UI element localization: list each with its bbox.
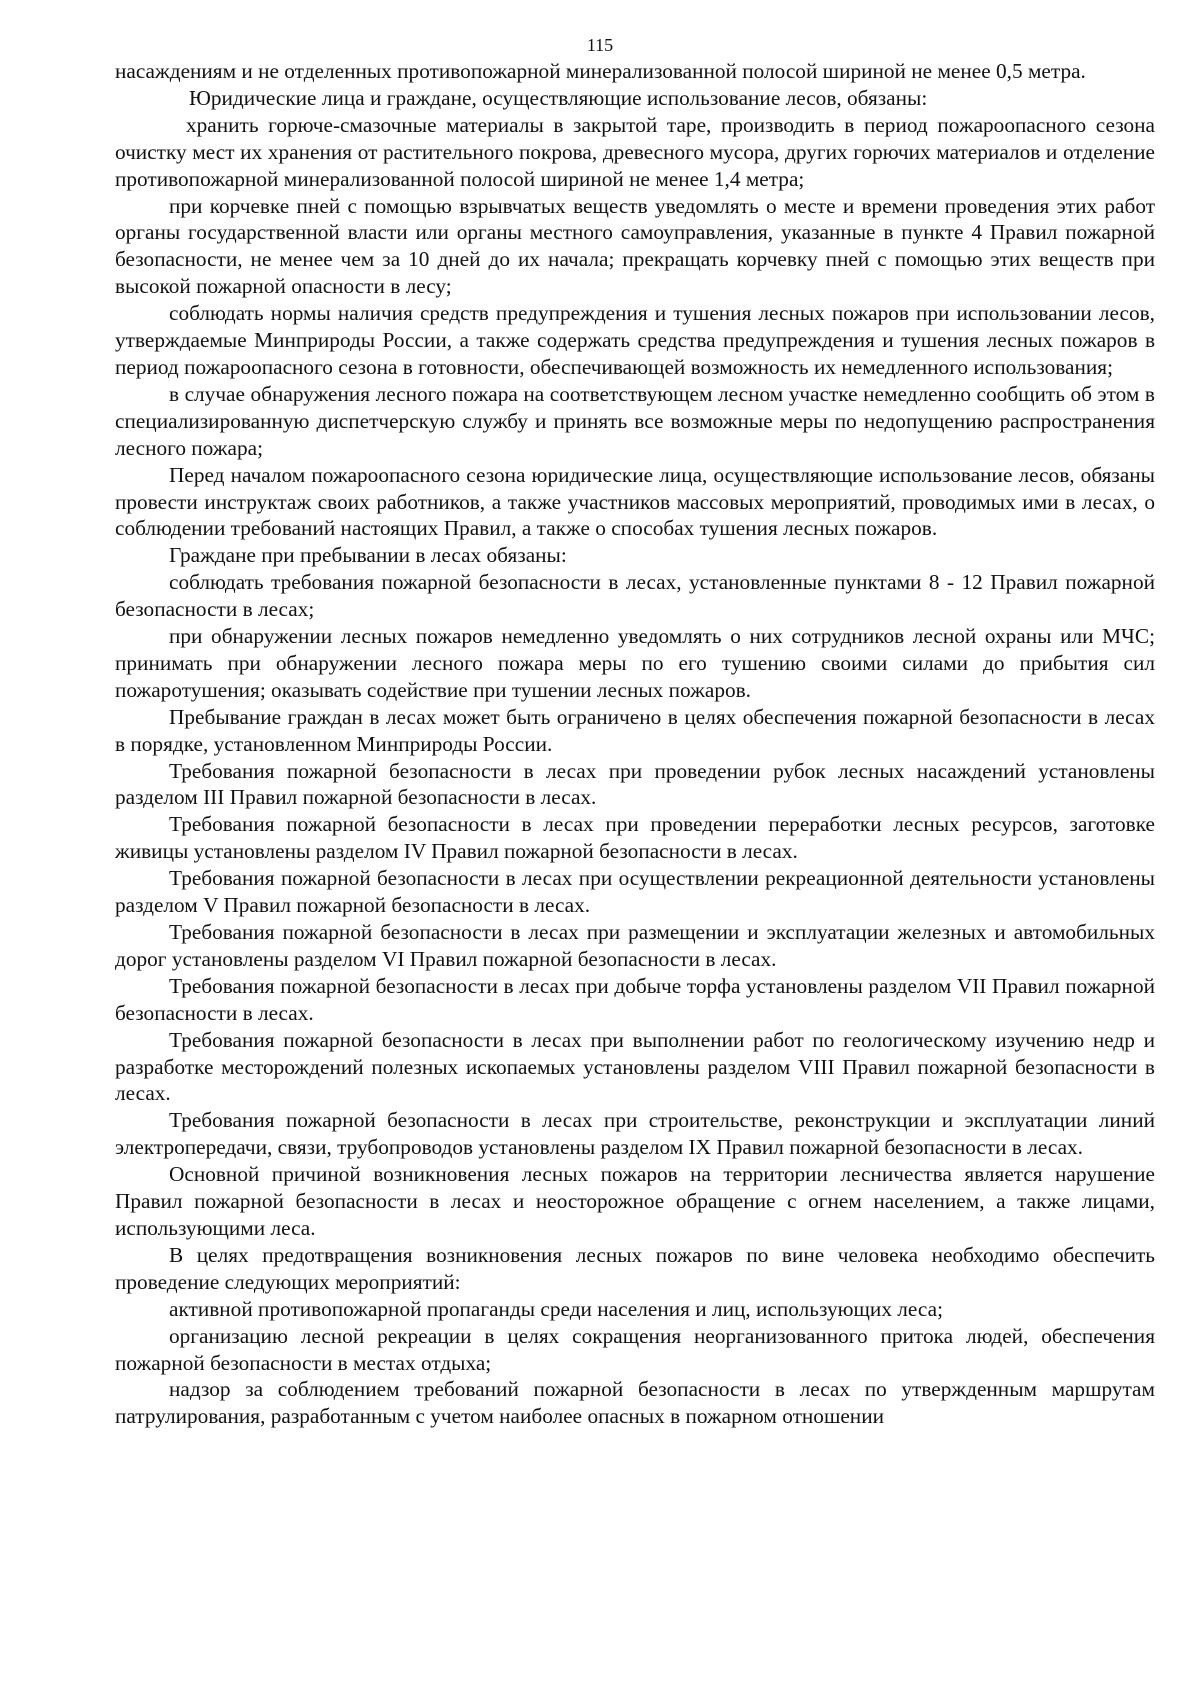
paragraph: Граждане при пребывании в лесах обязаны: xyxy=(169,543,567,568)
paragraph: Требования пожарной безопасности в лесах при строительстве, реконструкции и эксплуатации линий электропередачи, связи, трубопроводов установлены разделом IX Правил пожарной безопасности в лесах. xyxy=(115,1108,1155,1160)
paragraph: Перед началом пожароопасного сезона юридические лица, осуществляющие использование лесов, обязаны провести инструктаж своих работников, а также участников массовых мероприятий, проводимых ими в лесах, о соблюдении требований настоящих Правил, а также о способах тушения лесных пожаров. xyxy=(115,462,1155,541)
paragraph: в случае обнаружения лесного пожара на соответствующем лесном участке немедленно сообщить об этом в специализированную диспетчерскую службу и принять все возможные меры по недопущению распространения лесного пожара; xyxy=(115,381,1155,460)
paragraph: хранить горюче-смазочные материалы в закрытой таре, производить в период пожароопасного сезона очистку мест их хранения от растительного покрова, древесного мусора, других горючих материалов и отделение противопожарной минерализованной полосой шириной не менее 1,4 метра; xyxy=(115,112,1155,191)
paragraph: организацию лесной рекреации в целях сокращения неорганизованного притока людей, обеспечения пожарной безопасности в местах отдыха; xyxy=(115,1323,1155,1375)
paragraph: при корчевке пней с помощью взрывчатых веществ уведомлять о месте и времени проведения этих работ органы государственной власти или органы местного самоуправления, указанные в пункте 4 Правил пожарной безопасности, не менее чем за 10 дней до их начала; прекращать корчевку пней с помощью этих веществ при высокой пожарной опасности в лесу; xyxy=(115,193,1155,299)
paragraph: Требования пожарной безопасности в лесах при выполнении работ по геологическому изучению недр и разработке месторождений полезных ископаемых установлены разделом VIII Правил пожарной безопасности в лесах. xyxy=(115,1027,1155,1106)
paragraph: Юридические лица и граждане, осуществляющие использование лесов, обязаны: xyxy=(189,85,928,110)
page-body xyxy=(115,58,1155,1430)
paragraph: Требования пожарной безопасности в лесах при добыче торфа установлены разделом VII Правил пожарной безопасности в лесах. xyxy=(115,973,1155,1025)
page-number: 115 xyxy=(586,35,614,55)
paragraph: насаждениям и не отделенных противопожарной минерализованной полосой шириной не менее 0,5 метра. xyxy=(115,59,1086,83)
paragraph: В целях предотвращения возникновения лесных пожаров по вине человека необходимо обеспечить проведение следующих мероприятий: xyxy=(115,1242,1155,1294)
paragraph: Требования пожарной безопасности в лесах при проведении переработки лесных ресурсов, заготовке живицы установлены разделом IV Правил пожарной безопасности в лесах. xyxy=(115,812,1155,864)
paragraph: активной противопожарной пропаганды среди населения и лиц, использующих леса; xyxy=(169,1296,943,1321)
paragraph: Пребывание граждан в лесах может быть ограничено в целях обеспечения пожарной безопасности в лесах в порядке, установленном Минприроды России. xyxy=(115,704,1155,756)
paragraph: соблюдать нормы наличия средств предупреждения и тушения лесных пожаров при использовании лесов, утверждаемые Минприроды России, а также содержать средства предупреждения и тушения лесных пожаров в период пожароопасного сезона в готовности, обеспечивающей возможность их немедленного использования; xyxy=(115,301,1155,379)
paragraph: Основной причиной возникновения лесных пожаров на территории лесничества является нарушение Правил пожарной безопасности в лесах и неосторожное обращение с огнем населением, а также лицами, использующими леса. xyxy=(115,1162,1155,1240)
paragraph: при обнаружении лесных пожаров немедленно уведомлять о них сотрудников лесной охраны или МЧС; принимать при обнаружении лесного пожара меры по его тушению своими силами до прибытия сил пожаротушения; оказывать содействие при тушении лесных пожаров. xyxy=(115,624,1155,702)
paragraph: соблюдать требования пожарной безопасности в лесах, установленные пунктами 8 - 12 Правил пожарной безопасности в лесах; xyxy=(115,570,1155,622)
paragraph: Требования пожарной безопасности в лесах при размещении и эксплуатации железных и автомобильных дорог установлены разделом VI Правил пожарной безопасности в лесах. xyxy=(115,920,1155,971)
paragraph: надзор за соблюдением требований пожарной безопасности в лесах по утвержденным маршрутам патрулирования, разработанным с учетом наиболее опасных в пожарном отношении xyxy=(115,1377,1155,1429)
paragraph: Требования пожарной безопасности в лесах при проведении рубок лесных насаждений установлены разделом III Правил пожарной безопасности в лесах. xyxy=(115,758,1155,810)
paragraph: Требования пожарной безопасности в лесах при осуществлении рекреационной деятельности установлены разделом V Правил пожарной безопасности в лесах. xyxy=(115,866,1155,918)
